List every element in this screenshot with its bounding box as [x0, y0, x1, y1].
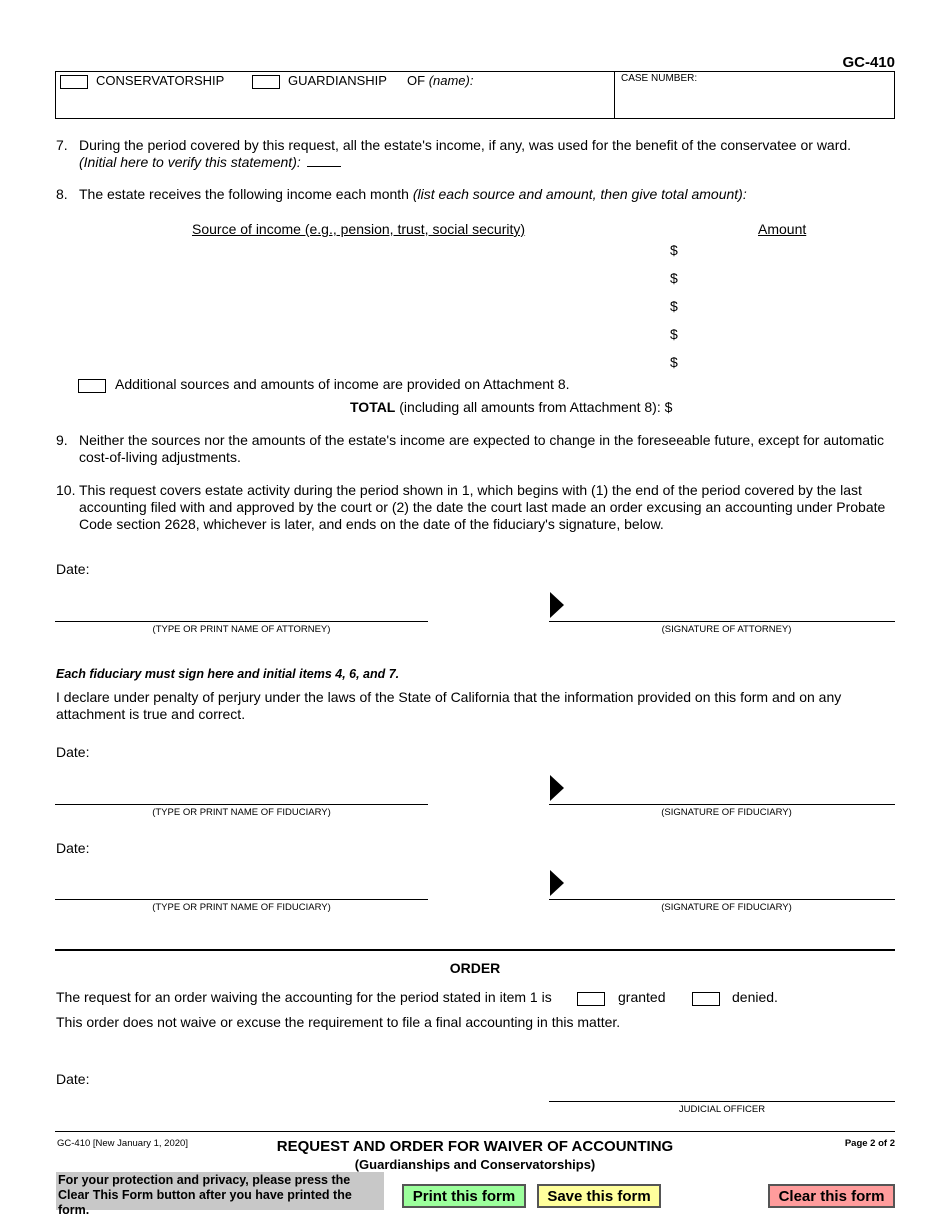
of-label: OF — [407, 73, 426, 88]
order-title: ORDER — [449, 960, 501, 976]
order-note: This order does not waive or excuse the requirement to file a final accounting in this matter. — [56, 1014, 621, 1030]
clear-form-button[interactable]: Clear this form — [768, 1184, 895, 1208]
header-divider — [614, 72, 615, 119]
conservatorship-label: CONSERVATORSHIP — [96, 73, 225, 88]
fiduciary-2-name-caption: (TYPE OR PRINT NAME OF FIDUCIARY) — [152, 902, 331, 913]
item-9-number: 9. — [56, 432, 68, 448]
save-form-button[interactable]: Save this form — [537, 1184, 661, 1208]
case-number-field[interactable]: CASE NUMBER: — [621, 73, 698, 84]
source-of-income-header: Source of income (e.g., pension, trust, social security) — [192, 221, 526, 237]
form-title: REQUEST AND ORDER FOR WAIVER OF ACCOUNTING — [276, 1138, 674, 1155]
judicial-officer-line[interactable] — [549, 1101, 895, 1102]
guardianship-checkbox[interactable] — [252, 75, 280, 89]
attorney-signature-line[interactable] — [549, 621, 895, 622]
privacy-notice: For your protection and privacy, please press the Clear This Form button after you have printed the form. — [56, 1172, 384, 1210]
item-7-number: 7. — [56, 137, 68, 153]
attachment-8-checkbox[interactable] — [78, 379, 106, 393]
initial-field[interactable] — [307, 154, 341, 167]
attorney-date-label[interactable]: Date: — [56, 561, 90, 577]
fiduciary-1-signature-caption: (SIGNATURE OF FIDUCIARY) — [661, 807, 792, 818]
income-amount-5[interactable]: $ — [670, 354, 678, 370]
form-id: GC-410 — [842, 54, 895, 71]
attachment-8-text: Additional sources and amounts of income are provided on Attachment 8. — [115, 376, 570, 392]
item-7 — [56, 137, 896, 171]
fiduciary-1-name-line[interactable] — [55, 804, 428, 805]
fiduciary-1-name-caption: (TYPE OR PRINT NAME OF FIDUCIARY) — [152, 807, 331, 818]
total-row — [350, 399, 672, 415]
total-amount[interactable]: $ — [664, 399, 673, 415]
judicial-officer-caption: JUDICIAL OFFICER — [678, 1104, 766, 1115]
initial-prompt-text: (Initial here to verify this statement): — [79, 154, 301, 170]
denied-label: denied. — [732, 989, 778, 1005]
item-8-text-line — [79, 186, 896, 203]
order-date-label[interactable]: Date: — [56, 1071, 90, 1087]
income-amount-2[interactable]: $ — [670, 270, 678, 286]
name-hint: (name): — [428, 73, 474, 88]
guardianship-label: GUARDIANSHIP — [288, 73, 387, 88]
granted-label: granted — [618, 989, 666, 1005]
conservatorship-checkbox[interactable] — [60, 75, 88, 89]
of-name-field[interactable] — [407, 73, 473, 88]
footer-divider — [55, 1131, 895, 1132]
page-number: Page 2 of 2 — [844, 1138, 895, 1149]
order-divider — [55, 949, 895, 951]
attorney-signature-caption: (SIGNATURE OF ATTORNEY) — [661, 624, 792, 635]
fiduciary-1-sign-arrow-icon — [550, 775, 564, 801]
item-8-hint: (list each source and amount, then give total amount): — [412, 186, 747, 202]
total-label: TOTAL — [350, 399, 396, 415]
form-revision: GC-410 [New January 1, 2020] — [57, 1138, 188, 1149]
item-7-initial-prompt — [79, 154, 896, 171]
item-10-number: 10. — [56, 482, 76, 498]
fiduciary-2-date-label[interactable]: Date: — [56, 840, 90, 856]
total-text: (including all amounts from Attachment 8): — [399, 399, 661, 415]
item-10 — [56, 482, 896, 533]
item-9 — [56, 432, 896, 466]
amount-header: Amount — [758, 221, 807, 237]
item-7-text: During the period covered by this request, all the estate's income, if any, was used for the benefit of the conservatee or ward. — [79, 137, 852, 153]
income-amount-4[interactable]: $ — [670, 326, 678, 342]
fiduciary-1-signature-line[interactable] — [549, 804, 895, 805]
form-subtitle: (Guardianships and Conservatorships) — [354, 1157, 596, 1172]
order-request-text: The request for an order waiving the accounting for the period stated in item 1 is — [56, 989, 552, 1005]
income-amount-1[interactable]: $ — [670, 242, 678, 258]
item-9-text: Neither the sources nor the amounts of the estate's income are expected to change in the foreseeable future, except for automatic cost-of-living adjustments. — [79, 432, 885, 465]
attorney-name-caption: (TYPE OR PRINT NAME OF ATTORNEY) — [152, 624, 331, 635]
item-10-text: This request covers estate activity during the period shown in 1, which begins with (1) the end of the period covered by the last accounting filed with and approved by the court or (2) the date the court last made an order excusing an accounting under Probate Code section 2628, whichever is later, and ends on the date of the fiduciary's signature, below. — [79, 482, 886, 532]
item-8-number: 8. — [56, 186, 68, 202]
attorney-sign-arrow-icon — [550, 592, 564, 618]
fiduciary-2-signature-line[interactable] — [549, 899, 895, 900]
fiduciary-2-sign-arrow-icon — [550, 870, 564, 896]
attorney-name-line[interactable] — [55, 621, 428, 622]
item-8-text: The estate receives the following income each month — [79, 186, 409, 202]
fiduciary-instruction: Each fiduciary must sign here and initial items 4, 6, and 7. — [56, 667, 400, 681]
fiduciary-2-name-line[interactable] — [55, 899, 428, 900]
fiduciary-1-date-label[interactable]: Date: — [56, 744, 90, 760]
case-header-box — [55, 71, 895, 119]
denied-checkbox[interactable] — [692, 992, 720, 1006]
granted-checkbox[interactable] — [577, 992, 605, 1006]
item-8 — [56, 186, 896, 203]
print-form-button[interactable]: Print this form — [402, 1184, 526, 1208]
declaration-text: I declare under penalty of perjury under the laws of the State of California that the information provided on this form and on any attachment is true and correct. — [56, 689, 842, 722]
fiduciary-2-signature-caption: (SIGNATURE OF FIDUCIARY) — [661, 902, 792, 913]
income-amount-3[interactable]: $ — [670, 298, 678, 314]
